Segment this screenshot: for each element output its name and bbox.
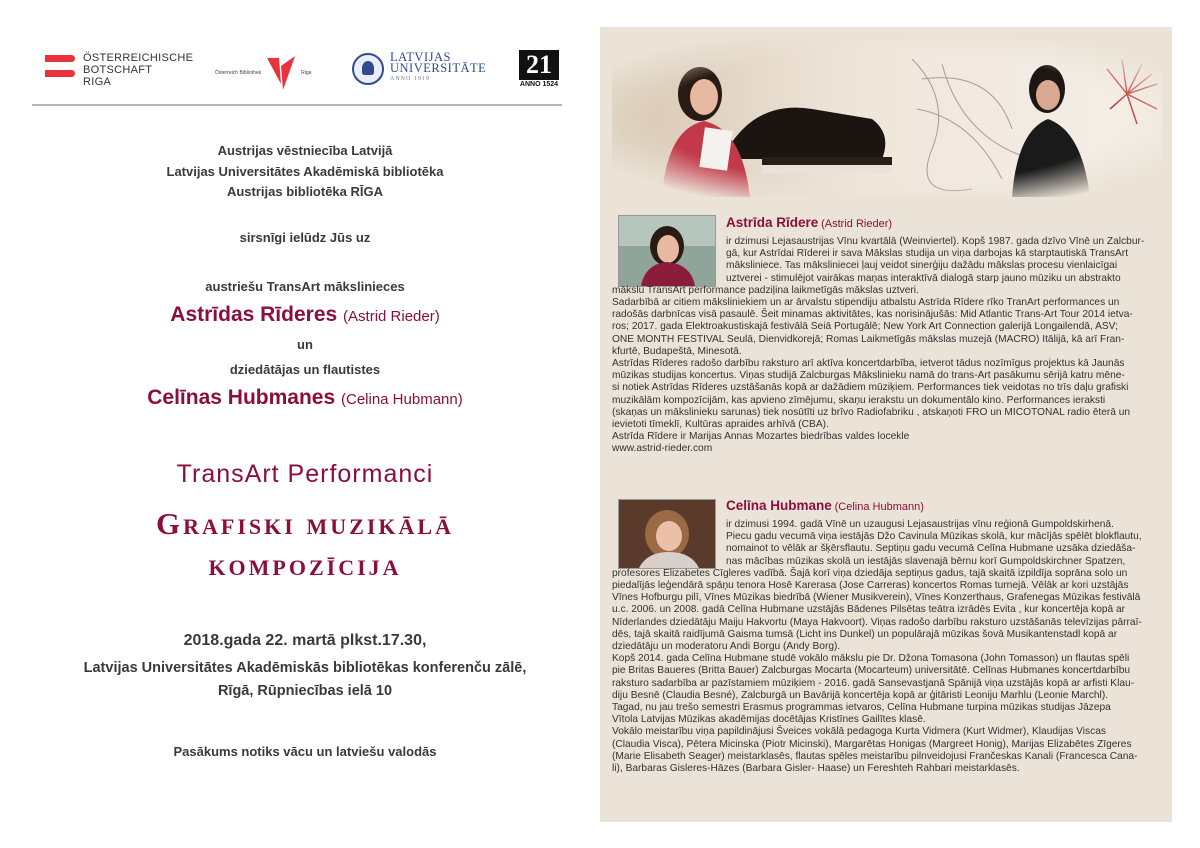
bio1-header xyxy=(726,217,1156,231)
embassy-logo-line: RIGA xyxy=(83,76,112,88)
biography-page xyxy=(600,27,1172,822)
venue-line: Latvijas Universitātes Akadēmiskās bibliotēkas konferenču zālē, xyxy=(83,660,527,676)
event-date: 2018.gada 22. martā plkst.17.30, xyxy=(183,632,427,649)
bio-line: radošās darbnīcas visā pasaulē. Šeit minamas aktivitātes, kas norisinājušās: Mid Atlantic Trans-Art Tour 2014 ietva- xyxy=(612,309,1133,321)
bio-line: si notiek Astrīdas Rīderes uzstāšanās kopā ar dažādiem mūziķiem. Performances tiek veidotas no trīs daļu grafiski xyxy=(612,382,1129,394)
title-line: Grafiski muzikālā xyxy=(156,506,454,541)
artist2-name xyxy=(10,386,600,410)
bio-line: Piecu gadu vecumā viņa iestājās Džo Cavinula Mūzikas skolā, kur mācījās spēlēt blokflautu, xyxy=(726,531,1142,543)
bio-line: piedalījās leģendārā spāņu tenora Hosē Karerasa (Jose Carreras) koncertos Romas turnejā. Vēlāk ar kori uzstājās xyxy=(612,580,1129,592)
university-year: ANNO 1919 xyxy=(390,76,430,82)
performance-title xyxy=(10,503,600,585)
institution-line: Austrijas vēstniecība Latvijā xyxy=(217,143,393,158)
bio-line: nomainot to vēlāk ar šķērsflautu. Septiņu gadu vecumā Celīna Hubmane uzsāka dziedāša- xyxy=(726,543,1136,555)
artist2-name-text: Celīnas Hubmanes xyxy=(147,386,336,409)
bio-line: (skaņas un mākslinieku sarunas) tiek nosūtīti uz brīvo Radiofabriku , atskaņoti FRO un MICOTONAL radio ēterā un xyxy=(612,406,1131,418)
bio-line: www.astrid-rieder.com xyxy=(612,443,713,455)
bio-line: ievietoti tīmeklī, Kultūras apraides arhīvā (CBA). xyxy=(612,419,829,431)
anno-1524-logo xyxy=(519,50,559,88)
bio-line: (Claudia Visca), Pētera Micinska (Piotr Micinski), Margarētas Honigas (Margreet Honig), Marijas Elizabētes Zīgeres xyxy=(612,738,1132,750)
artist1-name-text: Astrīdas Rīderes xyxy=(170,303,338,326)
bio-line: ir dzimusi Lejasaustrijas Vīnu kvartālā (Weinviertel). Kopš 1987. gada dzīvo Vīnē un Zalcbur- xyxy=(726,236,1145,247)
bio-line: kfurtē, Budapeštā, Minesotā. xyxy=(612,345,742,357)
bio2-header xyxy=(726,500,1156,514)
venue-line: Rīgā, Rūpniecības ielā 10 xyxy=(217,683,393,699)
bio-line: Astrīdas Rīderes radošo darbību raksturo arī aktīva koncertdarbība, ietverot tādus nozīmīgus projektus kā Jaunās xyxy=(612,358,1125,370)
bio-line: diju Besnē (Claudia Besné), Zalcburgā un Bavārijā koncertēja kopā ar ģitāristi Leoniju Marhlu (Leonie Marchl). xyxy=(612,689,1109,701)
austrian-flag-icon xyxy=(45,55,75,77)
library-arrow-icon xyxy=(265,54,297,92)
bio-line: pie Britas Baueres (Britta Bauer) Zalcburgas Mocarta (Mocarteum) universitātē. Celīnas Hubmanes koncertdarbību xyxy=(612,665,1131,677)
bio-line: raksturo sadarbība ar pazīstamiem mūziķiem - 2016. gadā Sansevastjanā Spānijā viņa uzstājās kopā ar arfisti Klau- xyxy=(612,677,1135,689)
bio-line: (Marie Elisabeth Seager) meistarklasēs, flautas spēles meistarību pilnveidojusi Frančeskas Kanali (Francesca Cana- xyxy=(612,750,1138,762)
bio-line: nas mācības mūzikas skolā un iestājās slavenajā bērnu korī Gumpoldskirchner Spatzen, xyxy=(726,555,1126,567)
bio-line: Astrīda Rīdere ir Marijas Annas Mozartes biedrības valdes locekle xyxy=(612,431,910,443)
artist1-name xyxy=(10,303,600,327)
event-venue xyxy=(10,657,600,703)
bio-line: ONE MONTH FESTIVAL Seulā, Dienvidkorejā; Romas Laikmetīgās mākslas muzejā (MACRO) Itālijā, kā arī Fran- xyxy=(612,333,1125,345)
bio2-text xyxy=(612,519,1156,775)
university-seal-icon xyxy=(352,53,384,85)
bio-line: Tagad, nu jau trešo semestri Erasmus programmas ietvaros, Celīna Hubmane turpina mūzikas studijas Jāzepa xyxy=(612,702,1111,714)
bio-line: mūzikas studijas koncertus. Viņas studijā Zalcburgas Mākslinieku namā do trans-Art pasākumu sērijā katru mēne- xyxy=(612,370,1125,382)
university-logo xyxy=(352,52,486,85)
austrian-library-logo xyxy=(215,54,311,92)
bio-line: Vīnes Hofburgu pilī, Vīnes Mūzikas biedrībā (Wiener Musikverein), Vīnes Konzerthaus, Grafenegas Mūzikas festivālā xyxy=(612,592,1141,604)
language-note: Pasākums notiks vācu un latviešu valodās xyxy=(173,744,437,759)
bio-line: ir dzimusi 1994. gadā Vīnē un uzaugusi Lejasaustrijas vīnu reģionā Gumpoldskirhenā. xyxy=(726,519,1114,530)
bio-line: Kopš 2014. gada Celīna Hubmane studē vokālo mākslu pie Dr. Džona Tomasona (John Tomasson) un flautas spēli xyxy=(612,653,1130,665)
bio-line: māksliniece. Tas māksliniecei ļauj veidot sinerģiju dažādu mākslas procesu vienlaicīgai xyxy=(726,260,1118,272)
institution-line: Austrijas bibliotēka RĪGA xyxy=(226,184,384,199)
bio-line: gā, kur Astrīdai Rīderei ir sava Mākslas studija un viņa darbojas kā starptautiskā TransArt xyxy=(726,248,1129,260)
artist2-role: dziedātājas un flautistes xyxy=(229,362,381,377)
bio1-name: Astrīda Rīdere xyxy=(726,215,819,230)
bio-line: ros; 2017. gada Elektroakustiskajā festivālā Seiā Portugālē; New York Art Connection galerijā Longailendā, ASV; xyxy=(612,321,1118,333)
bio-line: muzikālām kompozīcijām, kas apvieno zīmējumu, skaņu ierakstu un dokumentālo kino. Performances ieraksti xyxy=(612,394,1106,406)
bio-line: Vītola Latvijas Mūzikas akadēmijas docētājas Kristīnes Gailītes klasē. xyxy=(612,714,926,726)
bio-line: Nīderlandes dziedātāju Maiju Hakvortu (Maya Hakvoort). Viņas radošo darbību raksturo uzstāšanās televīzijas pārraī- xyxy=(612,616,1142,628)
anno-text: ANNO 1524 xyxy=(519,81,559,88)
bio-line: u.c. 2006. un 2008. gadā Celīna Hubmane uzstājās Bādenes Pilsētas teātra izrādēs Evita , kur koncertēja kopā ar xyxy=(612,604,1126,616)
bio-line: mākslu TransArt performance padziļina laikmetīgās mākslas uztveri. xyxy=(612,284,919,296)
university-name-line: UNIVERSITĀTE xyxy=(390,61,487,75)
bio2-name: Celīna Hubmane xyxy=(726,498,832,513)
bio1-original-name: (Astrid Rieder) xyxy=(821,218,893,230)
library-logo-text: Österreich Bibliothek xyxy=(215,70,262,76)
title-line: kompozīcija xyxy=(208,547,402,582)
austrian-embassy-logo xyxy=(45,52,193,88)
performance-label: TransArt Performanci xyxy=(176,460,434,488)
bio-line: dziedātāju un moderatoru Andi Borgu (Andy Borg). xyxy=(612,641,841,653)
bio1-text xyxy=(612,236,1156,456)
artist2-original-name: (Celina Hubmann) xyxy=(341,391,463,408)
divider xyxy=(32,104,562,106)
university-name-line: LATVIJAS xyxy=(390,50,451,64)
logo-bar xyxy=(45,48,565,98)
bio-line: dēs, tajā skaitā raidījumā Gaisma tumsā (Licht ins Dunkel) un populārajā mūzikas šovā Musikantenstadl kopā ar xyxy=(612,628,1118,640)
bio-line: uztverei - stimulējot vairākas maņas interaktīvā dialogā starp jauno mūziku un abstrakto xyxy=(726,272,1121,284)
library-logo-city: Riga xyxy=(301,70,312,76)
artist1-role: austriešu TransArt mākslinieces xyxy=(205,279,405,294)
conjunction: un xyxy=(297,337,313,352)
embassy-logo-line: ÖSTERREICHISCHE xyxy=(83,52,194,64)
invite-line: sirsnīgi ielūdz Jūs uz xyxy=(239,230,371,245)
bio-line: Vokālo meistarību viņa papildinājusi Šveices vokālā pedagoga Kurta Vidmera (Kurt Widmer), Klaudijas Viscas xyxy=(612,726,1106,738)
anno-mark: 21 xyxy=(519,50,559,80)
artists-banner-image xyxy=(612,39,1162,197)
hosting-institutions xyxy=(10,141,600,203)
bio-line: profesores Elizabetes Cīgleres vadībā. Šajā korī viņa dziedāja septiņus gadus, tajā skaitā izpildīja soprāna solo un xyxy=(612,567,1128,579)
institution-line: Latvijas Universitātes Akadēmiskā bibliotēka xyxy=(166,163,444,179)
bio-line: Sadarbībā ar citiem māksliniekiem un ar ārvalstu stipendiju atbalstu Astrīda Rīdere rīko TranArt performances un xyxy=(612,297,1120,309)
bio2-original-name: (Celina Hubmann) xyxy=(834,501,924,513)
bio-line: li), Barbaras Gisleres-Hāzes (Barbara Gisler- Haase) un Fereshteh Rahbari meistarklasēs. xyxy=(612,763,1020,775)
embassy-logo-line: BOTSCHAFT xyxy=(83,64,153,76)
artist1-original-name: (Astrid Rieder) xyxy=(343,308,440,325)
